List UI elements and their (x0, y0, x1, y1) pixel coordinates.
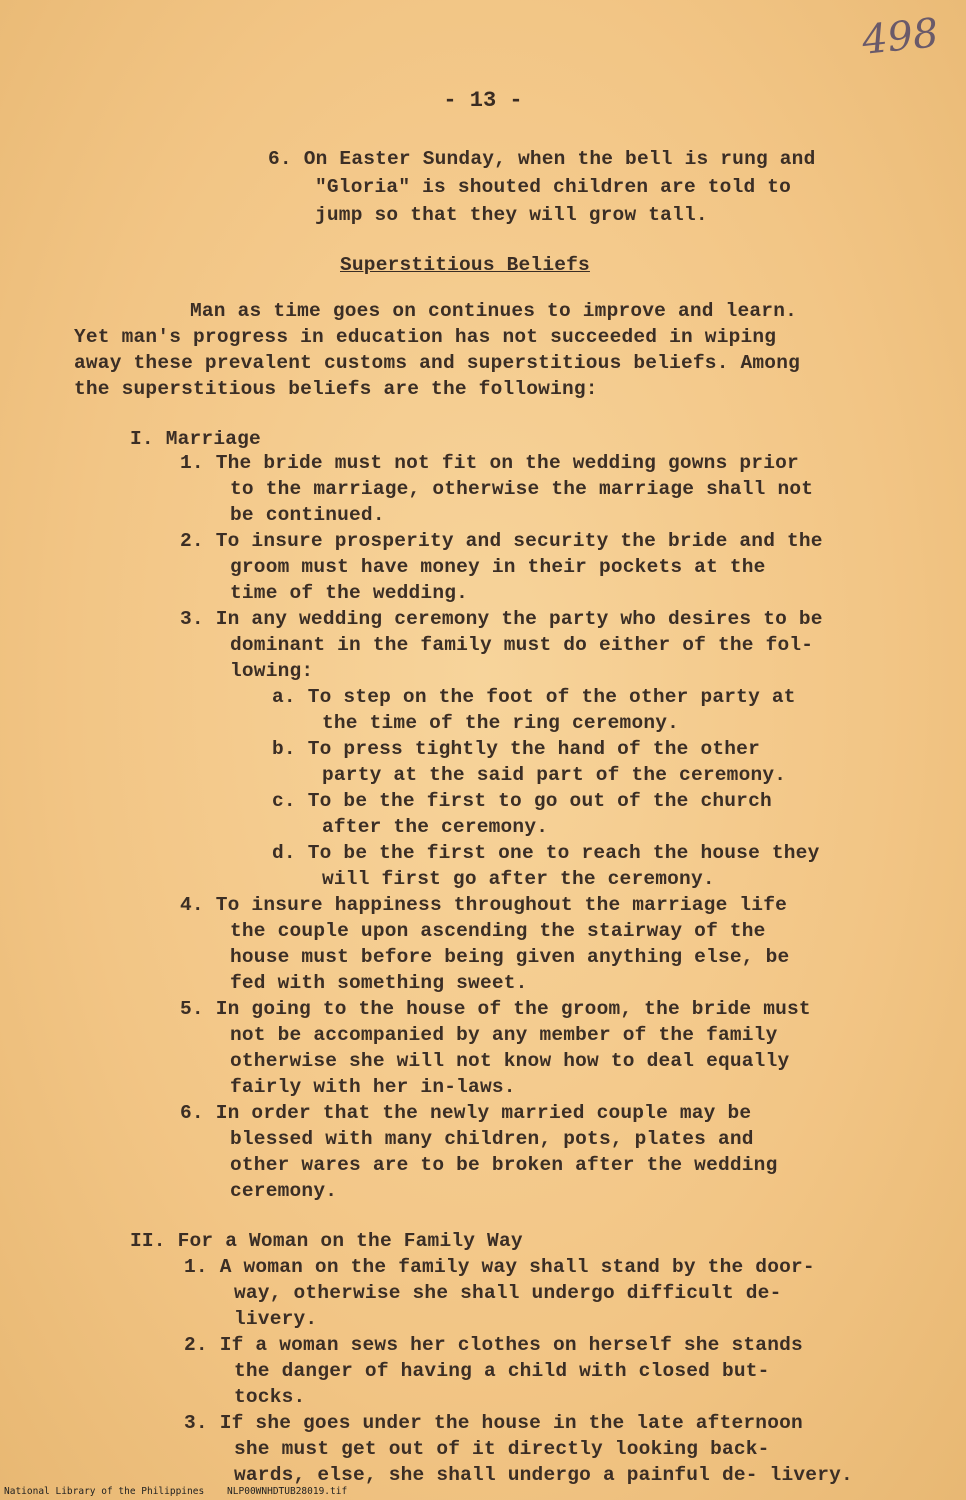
handwritten-page-note: 498 (859, 10, 941, 64)
list-item-line: 6. In order that the newly married couple may be (180, 1102, 752, 1124)
list-item-line: otherwise she will not know how to deal equally (230, 1050, 790, 1072)
sub-item-line: d. To be the first one to reach the house they (272, 842, 820, 864)
list-item-line: the couple upon ascending the stairway of the (230, 920, 766, 942)
section-title: II. For a Woman on the Family Way (130, 1230, 523, 1252)
sub-item-line: party at the said part of the ceremony. (322, 764, 787, 786)
sub-item-line: will first go after the ceremony. (322, 868, 715, 890)
sub-item-line: a. To step on the foot of the other party at (272, 686, 796, 708)
list-item-line: lowing: (230, 660, 314, 682)
paragraph-line: away these prevalent customs and superstitious beliefs. Among (74, 352, 801, 374)
list-item-line: house must before being given anything else, be (230, 946, 790, 968)
sub-item-line: b. To press tightly the hand of the other (272, 738, 760, 760)
list-item-line: 1. The bride must not fit on the wedding gowns prior (180, 452, 799, 474)
paragraph-line: the superstitious beliefs are the following: (74, 378, 598, 400)
list-item-line: the danger of having a child with closed but- (234, 1360, 770, 1382)
list-item-line: way, otherwise she shall undergo difficult de- (234, 1282, 782, 1304)
list-item-line: groom must have money in their pockets at the (230, 556, 766, 578)
section-heading: Superstitious Beliefs (340, 254, 590, 276)
list-item-line: wards, else, she shall undergo a painful de- livery. (234, 1464, 853, 1486)
scan-footer: National Library of the Philippines NLP00WNHDTUB28019.tif (4, 1486, 348, 1497)
list-item-line: 4. To insure happiness throughout the marriage life (180, 894, 787, 916)
list-item-line: 5. In going to the house of the groom, the bride must (180, 998, 811, 1020)
sub-item-line: c. To be the first to go out of the church (272, 790, 772, 812)
list-item-line: fairly with her in-laws. (230, 1076, 516, 1098)
list-item-line: time of the wedding. (230, 582, 469, 604)
list-item-line: 2. If a woman sews her clothes on herself she stands (184, 1334, 803, 1356)
intro-line: jump so that they will grow tall. (315, 204, 708, 226)
list-item-line: 2. To insure prosperity and security the bride and the (180, 530, 823, 552)
intro-line: 6. On Easter Sunday, when the bell is rung and (268, 148, 816, 170)
list-item-line: tocks. (234, 1386, 306, 1408)
list-item-line: dominant in the family must do either of the fol- (230, 634, 814, 656)
intro-line: "Gloria" is shouted children are told to (315, 176, 792, 198)
paragraph-line: Man as time goes on continues to improve and learn. (190, 300, 797, 322)
list-item-line: 3. If she goes under the house in the late afternoon (184, 1412, 803, 1434)
list-item-line: fed with something sweet. (230, 972, 528, 994)
list-item-line: she must get out of it directly looking back- (234, 1438, 770, 1460)
list-item-line: 3. In any wedding ceremony the party who desires to be (180, 608, 823, 630)
list-item-line: livery. (234, 1308, 318, 1330)
section-title: I. Marriage (130, 428, 261, 450)
list-item-line: be continued. (230, 504, 385, 526)
list-item-line: 1. A woman on the family way shall stand by the door- (184, 1256, 815, 1278)
list-item-line: other wares are to be broken after the wedding (230, 1154, 778, 1176)
sub-item-line: the time of the ring ceremony. (322, 712, 680, 734)
list-item-line: not be accompanied by any member of the family (230, 1024, 778, 1046)
list-item-line: ceremony. (230, 1180, 338, 1202)
page-number: - 13 - (443, 88, 523, 113)
paragraph-line: Yet man's progress in education has not succeeded in wiping (74, 326, 777, 348)
sub-item-line: after the ceremony. (322, 816, 549, 838)
list-item-line: blessed with many children, pots, plates and (230, 1128, 754, 1150)
list-item-line: to the marriage, otherwise the marriage shall not (230, 478, 814, 500)
